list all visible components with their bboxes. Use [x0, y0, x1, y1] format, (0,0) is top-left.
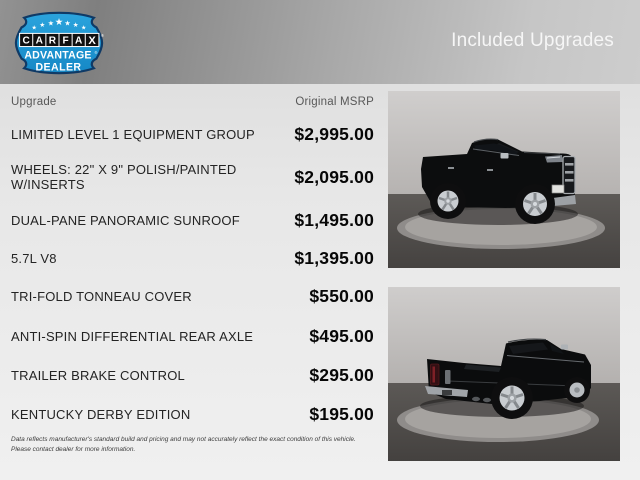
upgrade-label: KENTUCKY DERBY EDITION	[11, 406, 191, 422]
truck-rear-illustration	[388, 287, 620, 461]
badge-advantage-label: ADVANTAGE	[24, 49, 92, 62]
upgrade-label: TRAILER BRAKE CONTROL	[11, 367, 185, 383]
table-row	[11, 114, 374, 154]
badge-dealer-label: DEALER	[35, 61, 82, 74]
svg-text:★: ★	[39, 21, 46, 29]
upgrade-price: $550.00	[309, 285, 374, 306]
upgrade-label: DUAL-PANE PANORAMIC SUNROOF	[11, 212, 240, 228]
upgrade-label: WHEELS: 22" X 9" POLISH/PAINTED W/INSERTS	[11, 162, 237, 192]
vehicle-photo-front	[388, 91, 620, 268]
disclaimer-line-2: Please contact dealer for more information.	[11, 446, 136, 453]
svg-text:★: ★	[31, 25, 37, 32]
svg-text:★: ★	[47, 20, 55, 28]
carfax-letter-boxes	[19, 33, 104, 47]
upgrade-label: TRI-FOLD TONNEAU COVER	[11, 288, 192, 304]
carfax-advantage-dealer-badge-icon	[10, 9, 108, 77]
table-row	[11, 394, 374, 434]
upgrade-label: ANTI-SPIN DIFFERENTIAL REAR AXLE	[11, 328, 254, 344]
table-row	[11, 276, 374, 316]
svg-text:★: ★	[54, 16, 64, 28]
page-title: Included Upgrades	[451, 30, 614, 51]
column-header-msrp: Original MSRP	[295, 96, 374, 108]
registered-mark: ®	[100, 32, 104, 38]
table-header	[11, 96, 374, 114]
upgrade-price: $295.00	[309, 364, 374, 385]
upgrade-price: $1,395.00	[294, 247, 374, 268]
badge-letter: A	[35, 35, 43, 47]
svg-text:★: ★	[81, 25, 87, 32]
upgrade-price: $195.00	[309, 403, 374, 424]
disclaimer-text	[11, 435, 374, 455]
badge-letter: C	[22, 35, 30, 47]
upgrade-label: LIMITED LEVEL 1 EQUIPMENT GROUP	[11, 126, 255, 142]
table-row	[11, 154, 374, 200]
upgrade-label: 5.7L V8	[11, 250, 57, 266]
svg-text:★: ★	[64, 20, 71, 28]
upgrade-price: $495.00	[309, 325, 374, 346]
table-row	[11, 240, 374, 276]
badge-letter: A	[75, 35, 83, 47]
upgrades-table	[11, 96, 374, 455]
registered-mark: ®	[94, 51, 98, 56]
table-row	[11, 356, 374, 394]
truck-front-illustration	[388, 91, 620, 268]
upgrade-price: $2,995.00	[294, 123, 374, 144]
svg-text:★: ★	[72, 21, 79, 29]
header	[0, 0, 640, 84]
table-row	[11, 316, 374, 356]
upgrade-price: $2,095.00	[294, 166, 374, 187]
badge-letter-x: X	[88, 35, 96, 48]
vehicle-photo-rear	[388, 287, 620, 461]
upgrade-price: $1,495.00	[294, 209, 374, 230]
disclaimer-line-1: Data reflects manufacturer's standard build and pricing and may not accurately reflect the exact condition of this vehicle.	[11, 436, 356, 443]
column-header-upgrade: Upgrade	[11, 96, 57, 108]
badge-letter: F	[62, 35, 69, 47]
table-row	[11, 200, 374, 240]
badge-letter: R	[48, 35, 57, 47]
